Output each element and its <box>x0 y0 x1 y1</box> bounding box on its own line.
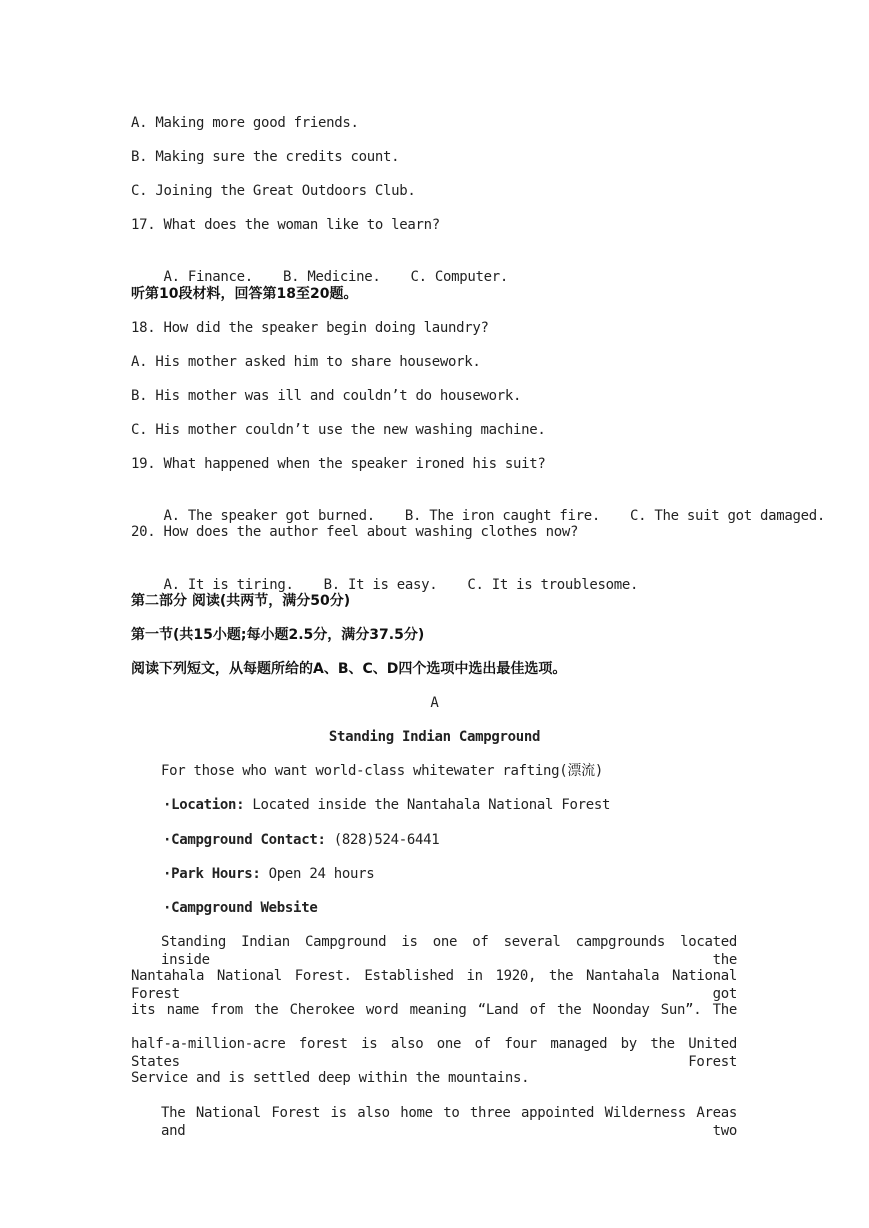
location-item <box>163 796 610 814</box>
location-value: Located inside the Nantahala National Forest <box>244 797 611 813</box>
q17-option-b: B. Medicine. <box>282 269 381 285</box>
hours-label: ·Park Hours: <box>163 866 261 882</box>
part2-heading: 第二部分 阅读(共两节，满分50分) <box>131 593 351 609</box>
q19-option-b: B. The iron caught fire. <box>404 508 600 524</box>
q19-question: 19. What happened when the speaker ironed his suit? <box>131 456 546 472</box>
section1-heading: 第一节(共15小题;每小题2.5分，满分37.5分) <box>131 627 425 643</box>
passage-letter: A <box>430 695 439 711</box>
q19-option-c: C. The suit got damaged. <box>629 508 826 524</box>
section10-instruction: 听第10段材料，回答第18至20题。 <box>131 286 358 302</box>
hours-item <box>163 865 374 883</box>
para1-line3: its name from the Cherokee word meaning “Land of the Noonday Sun”. The <box>131 1002 737 1018</box>
q16-option-b: B. Making sure the credits count. <box>131 149 400 165</box>
passage-intro: For those who want world-class whitewater rafting(漂流) <box>161 763 603 779</box>
contact-label: ·Campground Contact: <box>163 832 326 848</box>
para1-line1: Standing Indian Campground is one of several campgrounds located inside the <box>161 934 737 968</box>
q20-option-a: A. It is tiring. <box>163 577 294 593</box>
website-label: ·Campground Website <box>163 900 318 916</box>
para1-line4: half-a-million-acre forest is also one of four managed by the United States Forest <box>131 1036 737 1070</box>
hours-value: Open 24 hours <box>260 866 375 882</box>
contact-value: (828)524-6441 <box>325 832 440 848</box>
website-item <box>163 899 317 917</box>
q19-option-a: A. The speaker got burned. <box>163 508 375 524</box>
q18-option-a: A. His mother asked him to share housework. <box>131 354 481 370</box>
q20-question: 20. How does the author feel about washing clothes now? <box>131 524 579 540</box>
q20-option-c: C. It is troublesome. <box>467 577 639 593</box>
para1-line2: Nantahala National Forest. Established in 1920, the Nantahala National Forest got <box>131 968 737 1002</box>
passage-title: Standing Indian Campground <box>328 729 541 745</box>
q16-option-c: C. Joining the Great Outdoors Club. <box>131 183 416 199</box>
q17-option-c: C. Computer. <box>410 269 509 285</box>
location-label: ·Location: <box>163 797 245 813</box>
q17-option-a: A. Finance. <box>163 269 253 285</box>
q18-option-c: C. His mother couldn’t use the new washing machine. <box>131 422 546 438</box>
contact-item <box>163 831 439 849</box>
q20-option-b: B. It is easy. <box>323 577 438 593</box>
para2-line1: The National Forest is also home to three appointed Wilderness Areas and two <box>161 1105 737 1139</box>
q18-question: 18. How did the speaker begin doing laundry? <box>131 320 489 336</box>
q18-option-b: B. His mother was ill and couldn’t do housework. <box>131 388 522 404</box>
q17-question: 17. What does the woman like to learn? <box>131 217 440 233</box>
q16-option-a: A. Making more good friends. <box>131 115 359 131</box>
reading-instruction: 阅读下列短文，从每题所给的A、B、C、D四个选项中选出最佳选项。 <box>131 661 567 677</box>
para1-line5: Service and is settled deep within the mountains. <box>131 1070 530 1086</box>
